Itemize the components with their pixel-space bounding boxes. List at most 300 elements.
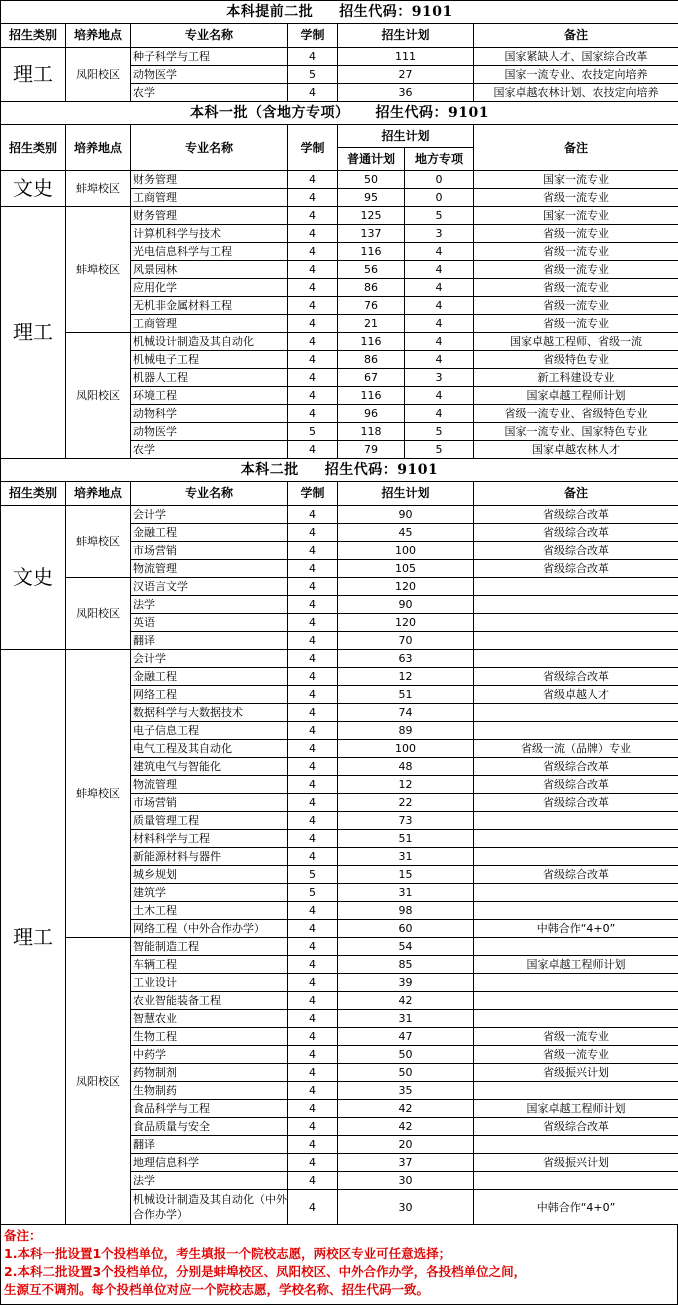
plan-cell: 35: [338, 1082, 474, 1100]
plan-local-cell: 0: [405, 171, 474, 189]
years-cell: 4: [288, 524, 338, 542]
major-cell: 翻译: [131, 632, 288, 650]
col-header-major: 专业名称: [131, 125, 288, 171]
col-header-plan: 招生计划: [338, 482, 474, 506]
plan-regular-cell: 67: [338, 369, 405, 387]
note-cell: 国家一流专业、农技定向培养: [474, 66, 678, 84]
plan-local-cell: 4: [405, 243, 474, 261]
note-cell: 省级一流专业: [474, 243, 678, 261]
years-cell: 4: [288, 650, 338, 668]
years-cell: 4: [288, 405, 338, 423]
note-cell: 省级振兴计划: [474, 1064, 678, 1082]
years-cell: 5: [288, 866, 338, 884]
years-cell: 4: [288, 1172, 338, 1190]
major-cell: 数据科学与大数据技术: [131, 704, 288, 722]
plan-cell: 30: [338, 1172, 474, 1190]
campus-cell: 凤阳校区: [66, 48, 131, 102]
major-cell: 建筑电气与智能化: [131, 758, 288, 776]
table-row: [1, 48, 678, 66]
plan-regular-cell: 86: [338, 279, 405, 297]
table-row: [1, 207, 678, 225]
years-cell: 4: [288, 632, 338, 650]
footer-line-3: 生源互不调剂。每个投档单位对应一个院校志愿，学校名称、招生代码一致。: [4, 1282, 430, 1297]
years-cell: 4: [288, 1064, 338, 1082]
category-cell: 文史: [1, 506, 66, 650]
plan-cell: 31: [338, 848, 474, 866]
plan-regular-cell: 116: [338, 243, 405, 261]
plan-cell: 74: [338, 704, 474, 722]
col-header-category: 招生类别: [1, 482, 66, 506]
major-cell: 动物医学: [131, 66, 288, 84]
plan-cell: 50: [338, 1046, 474, 1064]
years-cell: 4: [288, 938, 338, 956]
years-cell: 4: [288, 578, 338, 596]
plan-regular-cell: 86: [338, 351, 405, 369]
plan-local-cell: 4: [405, 387, 474, 405]
note-cell: 省级综合改革: [474, 758, 678, 776]
major-cell: 工商管理: [131, 315, 288, 333]
plan-cell: 12: [338, 668, 474, 686]
plan-cell: 111: [338, 48, 474, 66]
major-cell: 会计学: [131, 650, 288, 668]
table-row: [1, 171, 678, 189]
note-cell: [474, 704, 678, 722]
note-cell: [474, 938, 678, 956]
col-header-plan-regular: 普通计划: [338, 148, 405, 171]
table-row: [1, 578, 678, 596]
major-cell: 网络工程: [131, 686, 288, 704]
years-cell: 5: [288, 884, 338, 902]
plan-local-cell: 4: [405, 297, 474, 315]
major-cell: 地理信息科学: [131, 1154, 288, 1172]
note-cell: [474, 650, 678, 668]
years-cell: 4: [288, 596, 338, 614]
years-cell: 4: [288, 506, 338, 524]
years-cell: 4: [288, 920, 338, 938]
major-cell: 物流管理: [131, 560, 288, 578]
major-cell: 车辆工程: [131, 956, 288, 974]
plan-regular-cell: 76: [338, 297, 405, 315]
campus-cell: 凤阳校区: [66, 333, 131, 459]
note-cell: [474, 974, 678, 992]
major-cell: 物流管理: [131, 776, 288, 794]
major-cell: 机器人工程: [131, 369, 288, 387]
col-header-campus: 培养地点: [66, 482, 131, 506]
years-cell: 4: [288, 1154, 338, 1172]
years-cell: 5: [288, 66, 338, 84]
major-cell: 农业智能装备工程: [131, 992, 288, 1010]
table-row: [1, 506, 678, 524]
note-cell: [474, 1010, 678, 1028]
note-cell: 省级卓越人才: [474, 686, 678, 704]
major-cell: 智慧农业: [131, 1010, 288, 1028]
major-cell: 市场营销: [131, 542, 288, 560]
plan-cell: 42: [338, 992, 474, 1010]
years-cell: 4: [288, 542, 338, 560]
plan-regular-cell: 95: [338, 189, 405, 207]
plan-regular-cell: 79: [338, 441, 405, 459]
plan-local-cell: 0: [405, 189, 474, 207]
plan-cell: 22: [338, 794, 474, 812]
note-cell: 国家一流专业、国家特色专业: [474, 423, 678, 441]
plan-cell: 42: [338, 1100, 474, 1118]
major-cell: 法学: [131, 596, 288, 614]
note-cell: [474, 830, 678, 848]
table-row: [1, 333, 678, 351]
note-cell: [474, 902, 678, 920]
col-header-campus: 培养地点: [66, 125, 131, 171]
note-cell: 国家一流专业: [474, 207, 678, 225]
years-cell: 4: [288, 812, 338, 830]
years-cell: 4: [288, 1190, 338, 1225]
section-code: 招生代码：9101: [339, 4, 453, 20]
note-cell: 省级一流专业: [474, 1046, 678, 1064]
note-cell: 省级一流专业: [474, 1028, 678, 1046]
major-cell: 应用化学: [131, 279, 288, 297]
note-cell: 国家卓越农林计划、农技定向培养: [474, 84, 678, 102]
note-cell: 省级综合改革: [474, 776, 678, 794]
years-cell: 4: [288, 1082, 338, 1100]
major-cell: 汉语言文学: [131, 578, 288, 596]
years-cell: 4: [288, 776, 338, 794]
major-cell: 财务管理: [131, 207, 288, 225]
years-cell: 4: [288, 722, 338, 740]
col-header-note: 备注: [474, 125, 678, 171]
section-code: 招生代码：9101: [324, 462, 439, 478]
col-header-note: 备注: [474, 482, 678, 506]
major-cell: 金融工程: [131, 524, 288, 542]
years-cell: 4: [288, 830, 338, 848]
note-cell: 省级一流专业: [474, 225, 678, 243]
note-cell: 国家卓越农林人才: [474, 441, 678, 459]
years-cell: 4: [288, 668, 338, 686]
col-header-category: 招生类别: [1, 24, 66, 48]
note-cell: 国家卓越工程师、省级一流: [474, 333, 678, 351]
plan-local-cell: 5: [405, 207, 474, 225]
plan-regular-cell: 50: [338, 171, 405, 189]
plan-regular-cell: 125: [338, 207, 405, 225]
header-row: [1, 125, 678, 148]
plan-cell: 31: [338, 1010, 474, 1028]
col-header-category: 招生类别: [1, 125, 66, 171]
major-cell: 机械设计制造及其自动化: [131, 333, 288, 351]
campus-cell: 蚌埠校区: [66, 650, 131, 938]
major-cell: 翻译: [131, 1136, 288, 1154]
table-row: [1, 938, 678, 956]
plan-cell: 30: [338, 1190, 474, 1225]
plan-cell: 70: [338, 632, 474, 650]
major-cell: 电子信息工程: [131, 722, 288, 740]
years-cell: 4: [288, 297, 338, 315]
note-cell: 新工科建设专业: [474, 369, 678, 387]
note-cell: 省级一流专业: [474, 279, 678, 297]
major-cell: 食品质量与安全: [131, 1118, 288, 1136]
plan-local-cell: 4: [405, 261, 474, 279]
section-title: [1, 1, 678, 24]
plan-local-cell: 4: [405, 351, 474, 369]
years-cell: 4: [288, 369, 338, 387]
col-header-campus: 培养地点: [66, 24, 131, 48]
years-cell: 4: [288, 279, 338, 297]
section-batch-name: 本科二批: [240, 462, 299, 478]
plan-local-cell: 5: [405, 423, 474, 441]
plan-local-cell: 5: [405, 441, 474, 459]
note-cell: 国家一流专业: [474, 171, 678, 189]
section-title: [1, 102, 678, 125]
plan-cell: 48: [338, 758, 474, 776]
section-code: 招生代码：9101: [375, 105, 490, 121]
col-header-plan: 招生计划: [338, 125, 474, 148]
years-cell: 4: [288, 84, 338, 102]
note-cell: [474, 884, 678, 902]
col-header-years: 学制: [288, 125, 338, 171]
years-cell: 4: [288, 974, 338, 992]
plan-cell: 63: [338, 650, 474, 668]
note-cell: [474, 578, 678, 596]
plan-cell: 12: [338, 776, 474, 794]
plan-regular-cell: 21: [338, 315, 405, 333]
plan-cell: 31: [338, 884, 474, 902]
section-batch-name: 本科一批（含地方专项）: [190, 105, 350, 121]
major-cell: 光电信息科学与工程: [131, 243, 288, 261]
years-cell: 4: [288, 387, 338, 405]
section-title-row: [1, 459, 678, 482]
major-cell: 药物制剂: [131, 1064, 288, 1082]
plan-cell: 105: [338, 560, 474, 578]
major-cell: 生物制药: [131, 1082, 288, 1100]
plan-cell: 100: [338, 542, 474, 560]
footer-line-2: 2.本科二批设置3个投档单位，分别是蚌埠校区、凤阳校区、中外合作办学，各投档单位之间，: [4, 1264, 527, 1279]
note-cell: [474, 1136, 678, 1154]
years-cell: 4: [288, 171, 338, 189]
major-cell: 动物医学: [131, 423, 288, 441]
years-cell: 4: [288, 848, 338, 866]
note-cell: [474, 1172, 678, 1190]
major-cell: 会计学: [131, 506, 288, 524]
major-cell: 法学: [131, 1172, 288, 1190]
note-cell: [474, 722, 678, 740]
major-cell: 市场营销: [131, 794, 288, 812]
years-cell: 4: [288, 441, 338, 459]
years-cell: 4: [288, 261, 338, 279]
major-cell: 风景园林: [131, 261, 288, 279]
major-cell: 农学: [131, 84, 288, 102]
note-cell: [474, 1082, 678, 1100]
footer-line-1: 1.本科一批设置1个投档单位，考生填报一个院校志愿，两校区专业可任意选择；: [4, 1246, 452, 1261]
note-cell: 省级一流专业: [474, 261, 678, 279]
plan-cell: 51: [338, 830, 474, 848]
years-cell: 4: [288, 1118, 338, 1136]
note-cell: 国家卓越工程师计划: [474, 387, 678, 405]
major-cell: 机械设计制造及其自动化（中外合作办学）: [131, 1190, 288, 1225]
note-cell: 省级综合改革: [474, 1118, 678, 1136]
major-cell: 食品科学与工程: [131, 1100, 288, 1118]
plan-regular-cell: 116: [338, 333, 405, 351]
plan-regular-cell: 96: [338, 405, 405, 423]
footer-notes: [0, 1225, 678, 1305]
plan-cell: 98: [338, 902, 474, 920]
major-cell: 财务管理: [131, 171, 288, 189]
note-cell: 省级一流专业: [474, 297, 678, 315]
header-row: [1, 24, 678, 48]
plan-cell: 20: [338, 1136, 474, 1154]
plan-cell: 100: [338, 740, 474, 758]
col-header-years: 学制: [288, 482, 338, 506]
category-cell: 文史: [1, 171, 66, 207]
note-cell: [474, 848, 678, 866]
campus-cell: 蚌埠校区: [66, 171, 131, 207]
years-cell: 4: [288, 758, 338, 776]
plan-cell: 15: [338, 866, 474, 884]
note-cell: 省级综合改革: [474, 524, 678, 542]
years-cell: 4: [288, 1136, 338, 1154]
years-cell: 4: [288, 189, 338, 207]
col-header-major: 专业名称: [131, 24, 288, 48]
major-cell: 动物科学: [131, 405, 288, 423]
major-cell: 计算机科学与技术: [131, 225, 288, 243]
major-cell: 种子科学与工程: [131, 48, 288, 66]
col-header-plan-local: 地方专项: [405, 148, 474, 171]
years-cell: 4: [288, 1100, 338, 1118]
plan-local-cell: 4: [405, 405, 474, 423]
plan-cell: 90: [338, 596, 474, 614]
table-row: [1, 650, 678, 668]
note-cell: 省级综合改革: [474, 560, 678, 578]
major-cell: 中药学: [131, 1046, 288, 1064]
plan-cell: 45: [338, 524, 474, 542]
campus-cell: 蚌埠校区: [66, 506, 131, 578]
note-cell: 中韩合作“4+0”: [474, 920, 678, 938]
note-cell: 省级一流专业、省级特色专业: [474, 405, 678, 423]
major-cell: 城乡规划: [131, 866, 288, 884]
plan-cell: 120: [338, 578, 474, 596]
plan-cell: 120: [338, 614, 474, 632]
plan-regular-cell: 56: [338, 261, 405, 279]
section-title: [1, 459, 678, 482]
plan-cell: 42: [338, 1118, 474, 1136]
section-title-row: [1, 102, 678, 125]
col-header-major: 专业名称: [131, 482, 288, 506]
header-row: [1, 482, 678, 506]
col-header-plan: 招生计划: [338, 24, 474, 48]
note-cell: 国家紧缺人才、国家综合改革: [474, 48, 678, 66]
plan-cell: 37: [338, 1154, 474, 1172]
years-cell: 5: [288, 423, 338, 441]
major-cell: 环境工程: [131, 387, 288, 405]
years-cell: 4: [288, 48, 338, 66]
plan-cell: 27: [338, 66, 474, 84]
plan-local-cell: 4: [405, 315, 474, 333]
note-cell: 省级特色专业: [474, 351, 678, 369]
years-cell: 4: [288, 704, 338, 722]
years-cell: 4: [288, 207, 338, 225]
years-cell: 4: [288, 794, 338, 812]
note-cell: [474, 992, 678, 1010]
major-cell: 电气工程及其自动化: [131, 740, 288, 758]
note-cell: 省级综合改革: [474, 794, 678, 812]
note-cell: 省级振兴计划: [474, 1154, 678, 1172]
plan-cell: 39: [338, 974, 474, 992]
note-cell: 省级一流（品牌）专业: [474, 740, 678, 758]
years-cell: 4: [288, 614, 338, 632]
note-cell: 省级综合改革: [474, 866, 678, 884]
col-header-note: 备注: [474, 24, 678, 48]
major-cell: 网络工程（中外合作办学）: [131, 920, 288, 938]
campus-cell: 凤阳校区: [66, 938, 131, 1225]
col-header-years: 学制: [288, 24, 338, 48]
plan-local-cell: 3: [405, 225, 474, 243]
years-cell: 4: [288, 225, 338, 243]
note-cell: 国家卓越工程师计划: [474, 956, 678, 974]
years-cell: 4: [288, 351, 338, 369]
note-cell: [474, 596, 678, 614]
campus-cell: 凤阳校区: [66, 578, 131, 650]
years-cell: 4: [288, 315, 338, 333]
note-cell: 中韩合作“4+0”: [474, 1190, 678, 1225]
years-cell: 4: [288, 243, 338, 261]
plan-cell: 50: [338, 1064, 474, 1082]
major-cell: 材料科学与工程: [131, 830, 288, 848]
plan-cell: 36: [338, 84, 474, 102]
major-cell: 机械电子工程: [131, 351, 288, 369]
section-title-row: [1, 1, 678, 24]
years-cell: 4: [288, 956, 338, 974]
major-cell: 无机非金属材料工程: [131, 297, 288, 315]
plan-local-cell: 4: [405, 279, 474, 297]
years-cell: 4: [288, 560, 338, 578]
note-cell: 省级综合改革: [474, 668, 678, 686]
years-cell: 4: [288, 902, 338, 920]
category-cell: 理工: [1, 650, 66, 1225]
major-cell: 新能源材料与器件: [131, 848, 288, 866]
footer-label: 备注：: [4, 1228, 42, 1243]
campus-cell: 蚌埠校区: [66, 207, 131, 333]
note-cell: 省级一流专业: [474, 315, 678, 333]
years-cell: 4: [288, 740, 338, 758]
years-cell: 4: [288, 992, 338, 1010]
major-cell: 农学: [131, 441, 288, 459]
major-cell: 智能制造工程: [131, 938, 288, 956]
note-cell: [474, 812, 678, 830]
category-cell: 理工: [1, 207, 66, 459]
note-cell: 国家卓越工程师计划: [474, 1100, 678, 1118]
years-cell: 4: [288, 1028, 338, 1046]
years-cell: 4: [288, 333, 338, 351]
plan-regular-cell: 118: [338, 423, 405, 441]
plan-cell: 51: [338, 686, 474, 704]
plan-cell: 89: [338, 722, 474, 740]
plan-regular-cell: 137: [338, 225, 405, 243]
major-cell: 工业设计: [131, 974, 288, 992]
note-cell: [474, 632, 678, 650]
note-cell: 省级一流专业: [474, 189, 678, 207]
plan-local-cell: 3: [405, 369, 474, 387]
major-cell: 英语: [131, 614, 288, 632]
plan-regular-cell: 116: [338, 387, 405, 405]
plan-cell: 54: [338, 938, 474, 956]
category-cell: 理工: [1, 48, 66, 102]
major-cell: 金融工程: [131, 668, 288, 686]
major-cell: 建筑学: [131, 884, 288, 902]
major-cell: 工商管理: [131, 189, 288, 207]
plan-local-cell: 4: [405, 333, 474, 351]
plan-cell: 60: [338, 920, 474, 938]
note-cell: [474, 614, 678, 632]
note-cell: 省级综合改革: [474, 506, 678, 524]
years-cell: 4: [288, 686, 338, 704]
major-cell: 土木工程: [131, 902, 288, 920]
note-cell: 省级综合改革: [474, 542, 678, 560]
